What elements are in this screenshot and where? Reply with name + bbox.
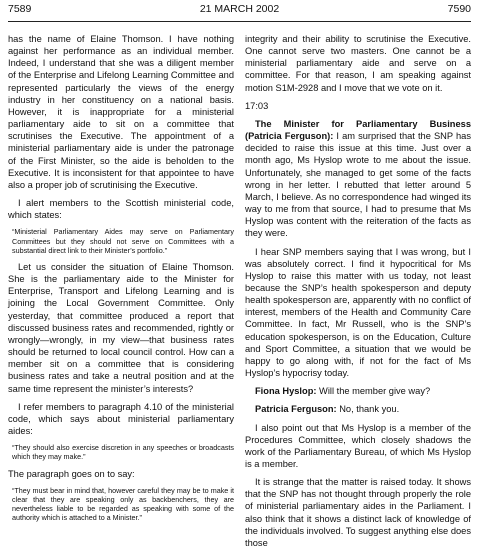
speech-text: I am surprised that the SNP has decided to raise this issue at this time. Just over a month ago, Ms Hyslop wrote to me about the issue. Unfortunately, she managed to get some of the facts wrong in her letter. I rebutted that letter around 5 March, I believe. As no correspondence had winged its way to me from that source, I had to presume that Ms Hyslop was content with the reiteration of the facts as they were.	[245, 131, 471, 239]
paragraph: I alert members to the Scottish ministerial code, which states:	[8, 198, 234, 221]
block-quote: “Ministerial Parliamentary Aides may serve on Parliamentary Committees but they should not serve on Committees with a substantial direct link to their Minister’s portfolio.”	[12, 227, 234, 255]
block-quote: “They should also exercise discretion in any speeches or broadcasts which they may make.”	[12, 443, 234, 462]
page-date: 21 MARCH 2002	[199, 3, 280, 15]
page-header	[8, 3, 471, 19]
speech-paragraph	[245, 403, 471, 415]
speaker-name: Patricia Ferguson:	[255, 404, 337, 415]
speech-paragraph	[245, 118, 471, 240]
paragraph: has the name of Elaine Thomson. I have nothing against her performance as an individual member. Indeed, I understand that she was a diligent member of the Enterprise and Lifelong Learning Committee and represented particularly the views of the energy industry in her constituency on a national basis. However, it is inappropriate for a ministerial parliamentary aide to sit on a committee that scrutinises the Executive. The appointment of a ministerial parliamentary aide is under the patronage of the First Minister, so the aide is beholden to the Executive. It is inconsistent for that appointee to have also a proper job of scrutinising the Executive.	[8, 34, 234, 190]
speech-text: Will the member give way?	[316, 386, 431, 397]
paragraph: Let us consider the situation of Elaine Thomson. She is the parliamentary aide to the Minister for Enterprise, Transport and Lifelong Learning and is joining the Local Government Committee. Only yesterday, that committee produced a report that discussed business rates and recommended, rightly or wrongly—wrongly, in my view—that business rates should be returned to local council control. How can a member sit on a committee that is considering business rates and take a neutral position and at the same time represent the minister’s interests?	[8, 261, 234, 394]
speaker-name: Fiona Hyslop:	[255, 386, 317, 397]
paragraph: I hear SNP members saying that I was wrong, but I was absolutely correct. I find it hypocritical for Ms Hyslop to raise this matter with us today, not least because the SNP’s health spokesperson and deputy health spokesperson are, apparently with no conflict of interest, members of the Health and Community Care Committee. In fact, Mr Russell, who is the SNP’s education spokesperson, is on the Education, Culture and Sport Committee, a situation that we would be happy to go along with, if not for the fact of Ms Hyslop’s hypocrisy today.	[245, 246, 471, 379]
left-column	[8, 33, 234, 529]
speaker-name: The Minister for Parliamentary Business (Patricia Ferguson):	[245, 118, 471, 142]
paragraph: I also point out that Ms Hyslop is a member of the Procedures Committee, which closely shadows the work of the Parliamentary Bureau, of which Ms Hyslop is a member.	[245, 422, 471, 469]
timestamp: 17:03	[245, 100, 269, 111]
paragraph: I refer members to paragraph 4.10 of the ministerial code, which says about ministerial parliamentary aides:	[8, 401, 234, 436]
page-number-right: 7590	[447, 3, 471, 15]
right-column	[245, 33, 471, 555]
paragraph: The paragraph goes on to say:	[8, 468, 135, 479]
speech-text: No, thank you.	[336, 404, 400, 415]
block-quote: “They must bear in mind that, however careful they may be to make it clear that they are speaking only as backbenchers, they are nevertheless liable to be regarded as speaking with some of the authority which is attached to a Minister.”	[12, 485, 234, 523]
page-number-left: 7589	[8, 3, 32, 15]
speech-paragraph	[245, 385, 471, 397]
paragraph: integrity and their ability to scrutinise the Executive. One cannot serve two masters. One cannot be a ministerial parliamentary aide and serve on a committee. For that reason, I am speaking against motion S1M-2928 and I move that we vote on it.	[245, 34, 471, 93]
paragraph: It is strange that the matter is raised today. It shows that the SNP has not thought through properly the role of ministerial parliamentary aides in the Parliament. I also think that it shows a distinct lack of knowledge of the individuals involved. To suggest anything else does those	[245, 477, 471, 548]
header-rule	[8, 21, 471, 22]
